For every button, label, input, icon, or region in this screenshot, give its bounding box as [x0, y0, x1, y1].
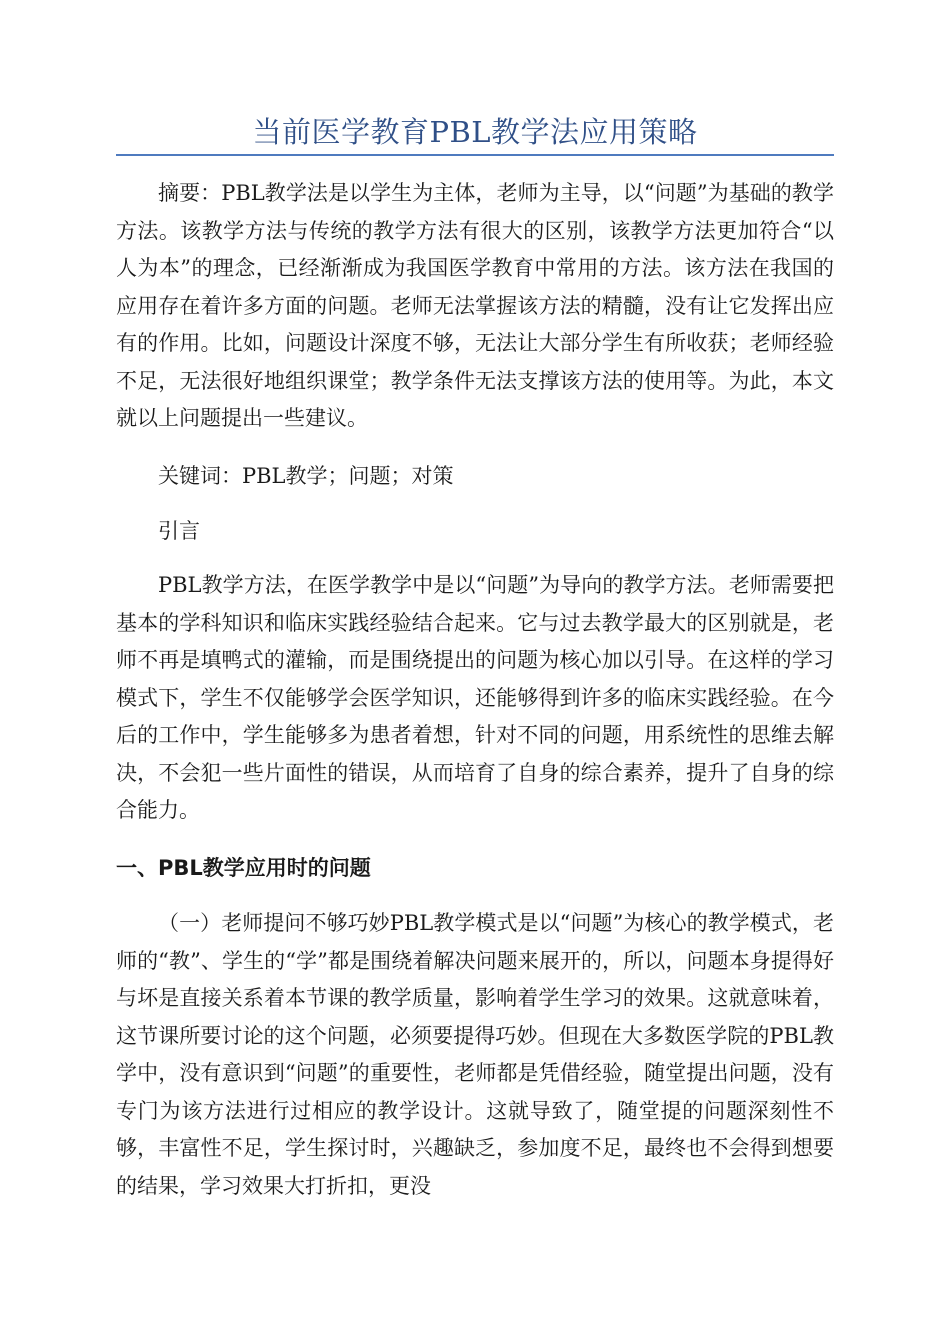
intro-paragraph: PBL教学方法，在医学教学中是以“问题”为导向的教学方法。老师需要把基本的学科知识和临床实践经验结合起来。它与过去教学最大的区别就是，老师不再是填鸭式的灌输，而是围绕提出的问题为核心加以引导。在这样的学习模式下，学生不仅能够学会医学知识，还能够得到许多的临床实践经验。在今后的工作中，学生能够多为患者着想，针对不同的问题，用系统性的思维去解决，不会犯一些片面性的错误，从而培育了自身的综合素养，提升了自身的综合能力。 [116, 573, 834, 822]
section-1-paragraph-1: （一）老师提问不够巧妙PBL教学模式是以“问题”为核心的教学模式，老师的“教”、学生的“学”都是围绕着解决问题来展开的，所以，问题本身提得好与坏是直接关系着本节课的教学质量，影响着学生学习的效果。这就意味着，这节课所要讨论的这个问题，必须要提得巧妙。但现在大多数医学院的PBL教学中，没有意识到“问题”的重要性，老师都是凭借经验，随堂提出问题，没有专门为该方法进行过相应的教学设计。这就导致了，随堂提的问题深刻性不够，丰富性不足，学生探讨时，兴趣缺乏，参加度不足，最终也不会得到想要的结果，学习效果大打折扣，更没 [116, 911, 834, 1198]
intro-heading: 引言 [158, 519, 200, 543]
document-title: 当前医学教育PBL教学法应用策略 [252, 115, 698, 149]
section-heading-1: 一、PBL教学应用时的问题 [116, 856, 371, 880]
title-underline [116, 154, 834, 156]
abstract-paragraph: 摘要：PBL教学法是以学生为主体，老师为主导，以“问题”为基础的教学方法。该教学方法与传统的教学方法有很大的区别，该教学方法更加符合“以人为本”的理念，已经渐渐成为我国医学教育中常用的方法。该方法在我国的应用存在着许多方面的问题。老师无法掌握该方法的精髓，没有让它发挥出应有的作用。比如，问题设计深度不够，无法让大部分学生有所收获；老师经验不足，无法很好地组织课堂；教学条件无法支撑该方法的使用等。为此，本文就以上问题提出一些建议。 [116, 181, 834, 430]
keywords-line: 关键词：PBL教学；问题；对策 [158, 464, 454, 488]
